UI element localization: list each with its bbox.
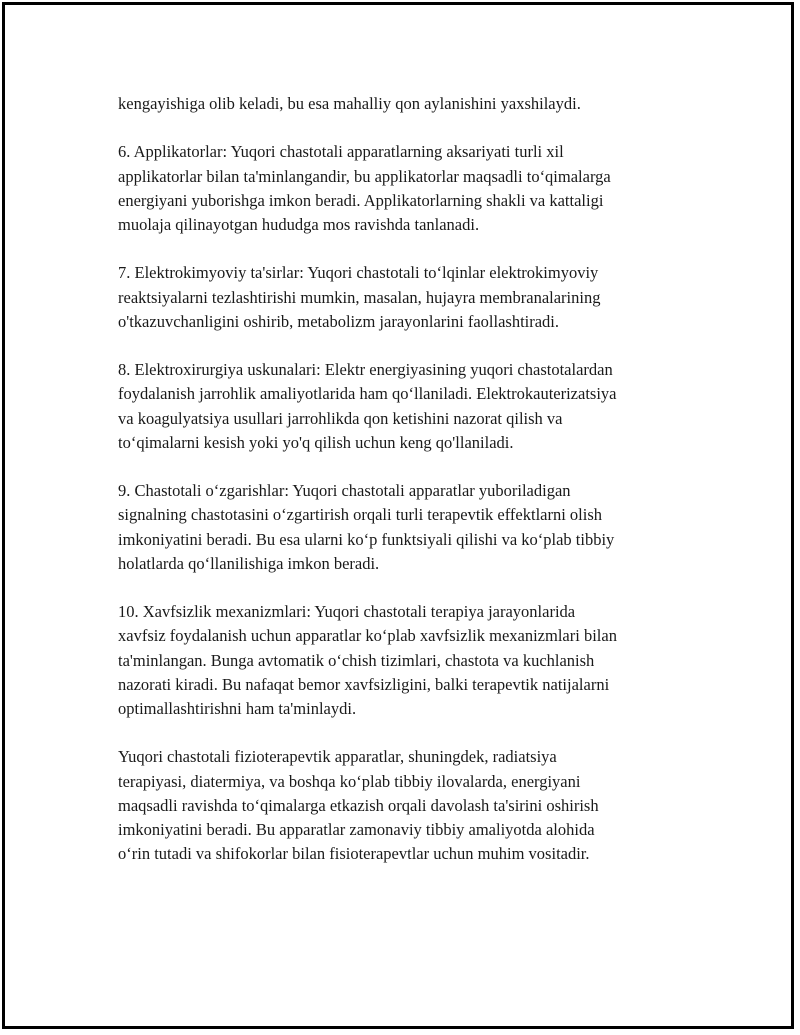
paragraph-intro-continuation bbox=[118, 92, 688, 116]
text-line: imkoniyatini beradi. Bu apparatlar zamonaviy tibbiy amaliyotda alohida bbox=[118, 820, 595, 839]
text-line: holatlarda qo‘llanilishiga imkon beradi. bbox=[118, 553, 380, 573]
text-line: foydalanish jarrohlik amaliyotlarida ham qo‘llaniladi. Elektrokauterizatsiya bbox=[118, 384, 617, 404]
text-line: muolaja qilinayotgan hududga mos ravishda tanlanadi. bbox=[118, 215, 480, 234]
text-line: terapiyasi, diatermiya, va boshqa ko‘plab tibbiy ilovalarda, energiyani bbox=[118, 771, 581, 791]
paragraph-electrosurgery bbox=[118, 358, 688, 455]
text-line: optimallashtirishni ham ta'minlaydi. bbox=[118, 699, 357, 718]
paragraph-electrochemical-effects bbox=[118, 261, 688, 334]
text-line: ta'minlangan. Bunga avtomatik o‘chish tizimlari, chastota va kuchlanish bbox=[118, 650, 595, 670]
text-line: 6. Applikatorlar: Yuqori chastotali apparatlarning aksariyati turli xil bbox=[118, 142, 564, 162]
text-line: signalning chastotasini o‘zgartirish orqali turli terapevtik effektlarni olish bbox=[118, 505, 603, 525]
paragraph-frequency-changes bbox=[118, 479, 688, 576]
text-line: 10. Xavfsizlik mexanizmlari: Yuqori chastotali terapiya jarayonlarida bbox=[118, 602, 576, 622]
text-line: xavfsiz foydalanish uchun apparatlar ko‘plab xavfsizlik mexanizmlari bilan bbox=[118, 626, 617, 646]
text-line: o'tkazuvchanligini oshirib, metabolizm jarayonlarini faollashtiradi. bbox=[118, 311, 560, 331]
text-line: energiyani yuborishga imkon beradi. Applikatorlarning shakli va kattaligi bbox=[118, 190, 604, 210]
text-line: va koagulyatsiya usullari jarrohlikda qon ketishini nazorat qilish va bbox=[118, 408, 563, 428]
text-line: applikatorlar bilan ta'minlangandir, bu applikatorlar maqsadli to‘qimalarga bbox=[118, 166, 611, 186]
text-line: imkoniyatini beradi. Bu esa ularni ko‘p funktsiyali qilishi va ko‘plab tibbiy bbox=[118, 529, 615, 549]
document-body bbox=[118, 92, 688, 891]
text-line: to‘qimalarni kesish yoki yo'q qilish uchun keng qo'llaniladi. bbox=[118, 432, 514, 452]
paragraph-safety-mechanisms bbox=[118, 600, 688, 721]
paragraph-conclusion bbox=[118, 745, 688, 866]
paragraph-applicators bbox=[118, 140, 688, 237]
text-line: o‘rin tutadi va shifokorlar bilan fisioterapevtlar uchun muhim vositadir. bbox=[118, 844, 590, 864]
text-line: reaktsiyalarni tezlashtirishi mumkin, masalan, hujayra membranalarining bbox=[118, 287, 601, 307]
text-line: nazorati kiradi. Bu nafaqat bemor xavfsizligini, balki terapevtik natijalarni bbox=[118, 674, 610, 694]
text-line: Yuqori chastotali fizioterapevtik apparatlar, shuningdek, radiatsiya bbox=[118, 747, 557, 767]
text-line: 8. Elektroxirurgiya uskunalari: Elektr energiyasining yuqori chastotalardan bbox=[118, 360, 613, 380]
text-line: maqsadli ravishda to‘qimalarga etkazish orqali davolash ta'sirini oshirish bbox=[118, 795, 599, 815]
text-line: 7. Elektrokimyoviy ta'sirlar: Yuqori chastotali to‘lqinlar elektrokimyoviy bbox=[118, 263, 599, 283]
text-line: 9. Chastotali o‘zgarishlar: Yuqori chastotali apparatlar yuboriladigan bbox=[118, 481, 571, 501]
text-line: kengayishiga olib keladi, bu esa mahalliy qon aylanishini yaxshilaydi. bbox=[118, 94, 581, 113]
